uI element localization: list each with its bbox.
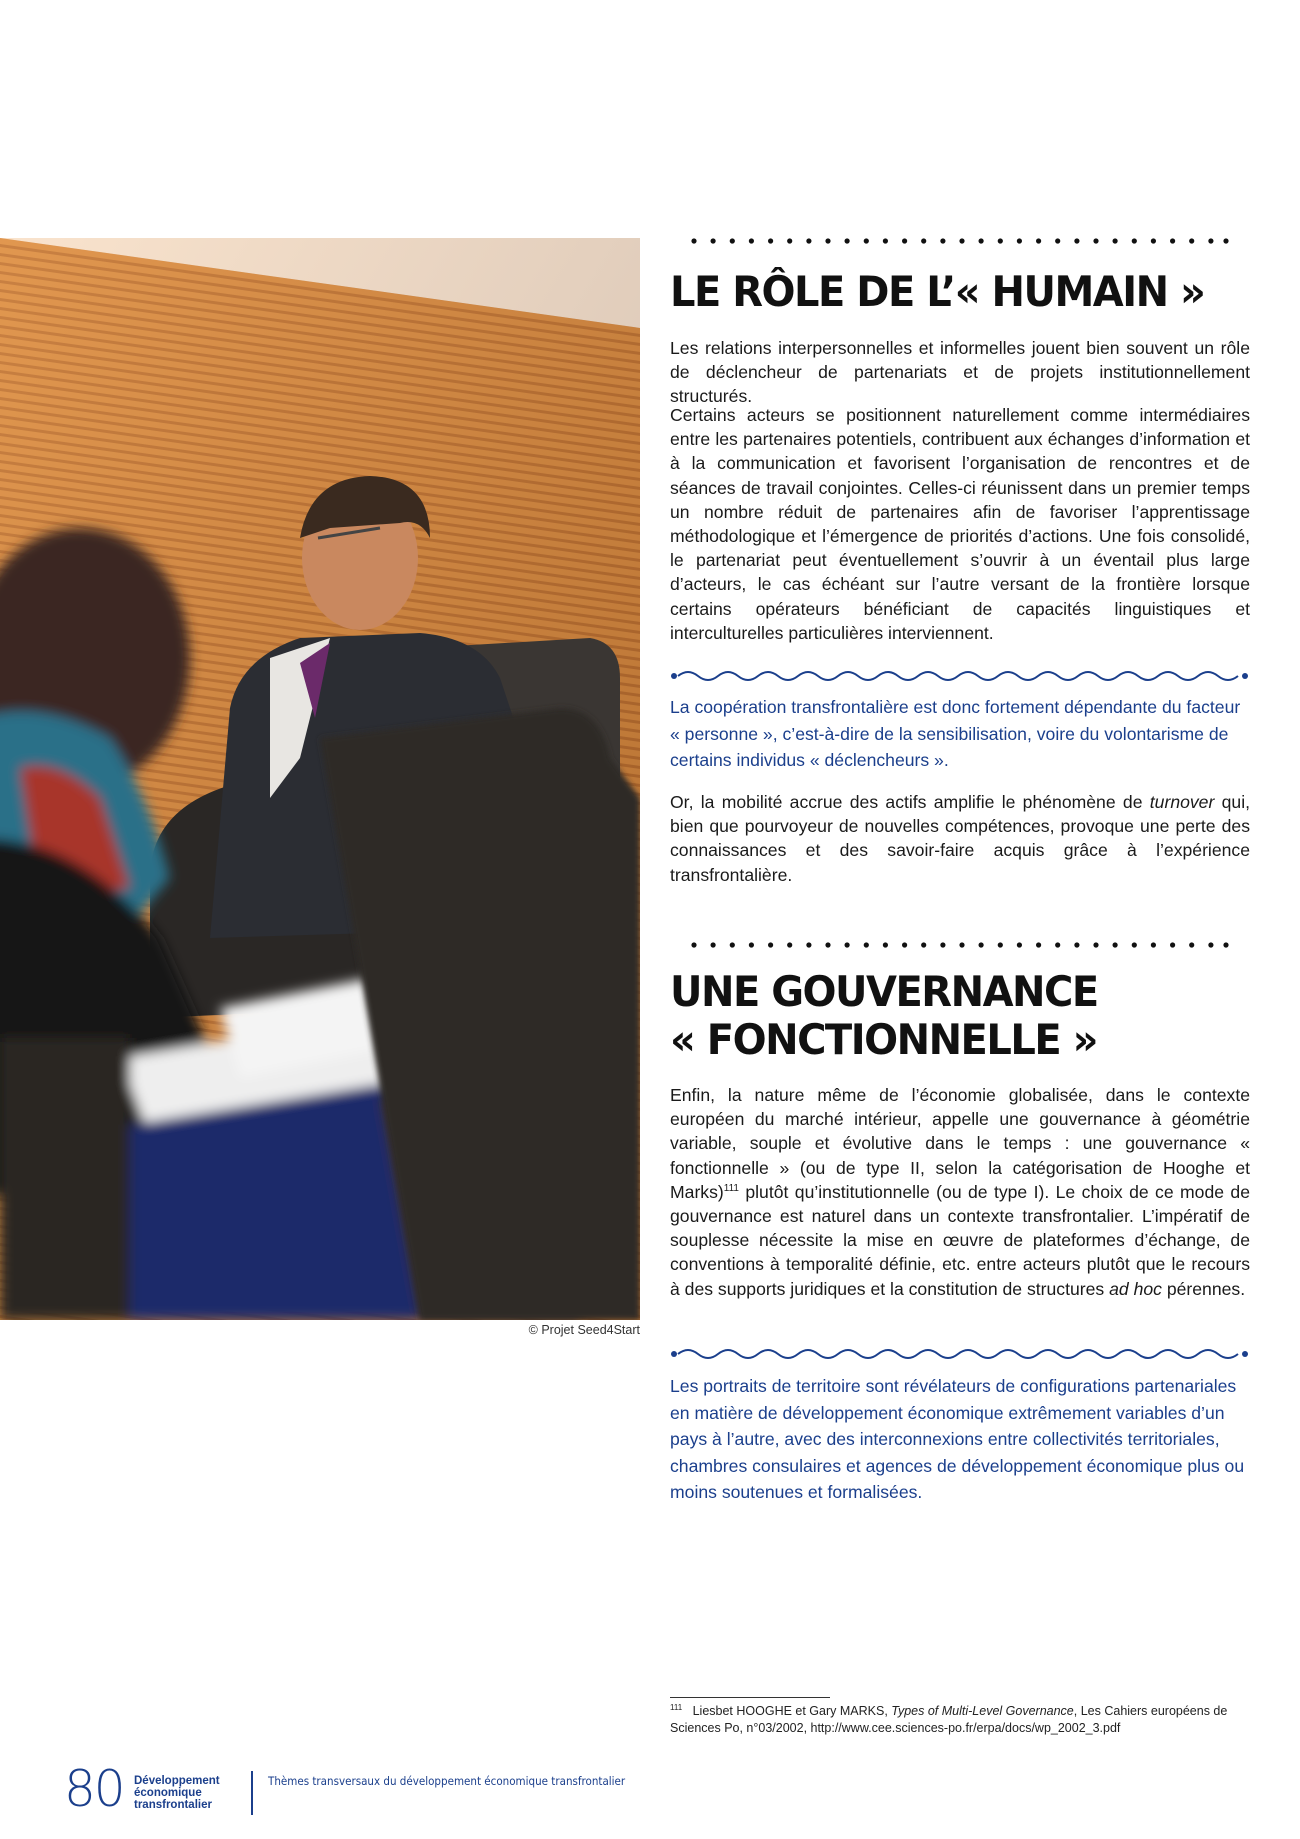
highlight-quote: La coopération transfrontalière est donc fortement dépendante du facteur « personne », c’est-à-dire de la sensibilisation, voire du volontarisme de certains individus « déclencheurs ». [670,697,1241,770]
paragraph: Les relations interpersonnelles et informelles jouent bien souvent un rôle de déclencheur de partenariats et de projets institutionnellement structurés. [670,338,1250,407]
wave-separator [670,1347,1250,1361]
dotted-separator [690,941,1230,949]
page-number: 80 [64,1760,124,1818]
paragraph: Enfin, la nature même de l’économie globalisée, dans le contexte européen du marché intérieur, appelle une gouvernance à géométrie variable, souple et évolutive dans le temps : une gouvernance « fonctionnelle » (ou de type II, selon la catégorisation de Hooghe et Marks)$^{111}$ plutôt qu’institutionnelle (ou de type I). Le choix de ce mode de gouvernance est naturel dans un contexte transfrontalier. L’impératif de souplesse nécessite la mise en œuvre de plateformes d’échange, de conventions à temporalité définie, etc. entre acteurs plutôt que le recours à des supports juridiques et la constitution de structures ad hoc pérennes. [670,1085,1250,1299]
section-label: Thèmes transversaux du développement économique transfrontalier [268,1774,626,1788]
paragraph: Or, la mobilité accrue des actifs amplifie le phénomène de turnover qui, bien que pourvoyeur de nouvelles compétences, provoque une perte des connaissances et des savoir-faire acquis grâce à l’expérience transfrontalière. [670,792,1250,885]
title-line: UNE GOUVERNANCE [670,968,1098,1017]
dotted-separator [690,237,1230,245]
footer-divider [251,1771,253,1815]
footnote: $^{111}$ Liesbet HOOGHE et Gary MARKS, Types of Multi-Level Governance, Les Cahiers européens de Sciences Po, n°03/2002, http://www.cee.sciences-po.fr/erpa/docs/wp_2002_3.pdf [670,1702,1228,1735]
footnote-rule [670,1697,830,1698]
footnote-number: 111 [670,1702,683,1712]
publication-brand: Développement économique transfrontalier [134,1775,220,1811]
title-line: « FONCTIONNELLE » [670,1016,1097,1065]
section-title-role-humain: LE RÔLE DE L’« HUMAIN » [670,268,1205,317]
photo-illustration [0,238,640,1320]
footnote-ref: 111 [723,1182,739,1194]
highlight-quote: Les portraits de territoire sont révélateurs de configurations partenariales en matière de développement économique extrêmement variables d’un pays à l’autre, avec des interconnexions entre collectivités territoriales, chambres consulaires et agences de développement économique plus ou moins soutenues et formalisées. [670,1376,1245,1502]
paragraph: Certains acteurs se positionnent naturellement comme intermédiaires entre les partenaires potentiels, contribuent aux échanges d’information et à la communication et favorisent l’organisation de rencontres et de séances de travail conjointes. Celles-ci réunissent dans un premier temps un nombre réduit de partenaires afin de favoriser l’apprentissage méthodologique et l’émergence de priorités d’actions. Une fois consolidé, le partenariat peut éventuellement s’ouvrir à un éventail plus large d’acteurs, le cas échéant sur l’autre versant de la frontière lorsque certains opérateurs bénéficiant de capacités linguistiques et interculturelles particulières interviennent. [670,405,1250,643]
wave-separator [670,669,1250,683]
photo-credit: © Projet Seed4Start [528,1323,640,1337]
conference-photo [0,238,640,1320]
section-title-gouvernance [670,968,1250,1065]
